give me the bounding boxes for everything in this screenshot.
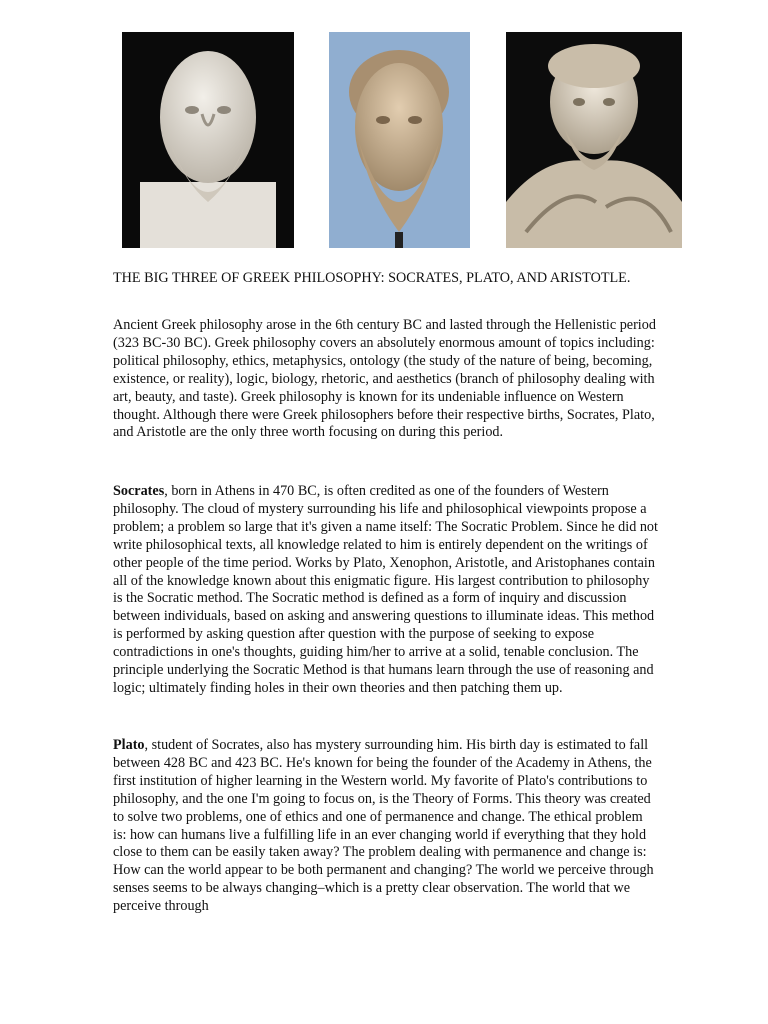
socrates-text: , born in Athens in 470 BC, is often credited as one of the founders of Western philosophy. The cloud of mystery surrounding his life and philosophical viewpoints propose a problem; a problem so large that it's given a name itself: The Socratic Problem. Since he did not write philosophical texts, all knowledge related to him is entirely dependent on the writings of other people of the time period. Works by Plato, Xenophon, Aristotle, and Aristophanes contain all of the knowledge known about this enigmatic figure. His largest contribution to philosophy is the Socratic method. The Socratic method is defined as a form of inquiry and discussion between individuals, based on asking and answering questions to illuminate ideas. This method is performed by asking question after question with the purpose of seeking to expose contradictions in one's thoughts, guiding him/her to arrive at a solid, tenable conclusion. The principle underlying the Socratic Method is that humans learn through the use of reasoning and logic; ultimately finding holes in their own theories and then patching them up. <box>113 483 658 696</box>
intro-paragraph <box>113 317 658 442</box>
document-title: THE BIG THREE OF GREEK PHILOSOPHY: SOCRATES, PLATO, AND ARISTOTLE. <box>113 270 631 286</box>
socrates-paragraph <box>113 483 658 698</box>
plato-text: , student of Socrates, also has mystery surrounding him. His birth day is estimated to fall between 428 BC and 423 BC. He's known for being the founder of the Academy in Athens, the first institution of higher learning in the Western world. My favorite of Plato's contributions to philosophy, and the one I'm going to focus on, is the Theory of Forms. This theory was created to solve two problems, one of ethics and one of permanence and change. The ethical problem is: how can humans live a fulfilling life in an ever changing world if everything that they hold close to them can be easily taken away? The problem dealing with permanence and change is: How can the world appear to be both permanent and changing? The world we perceive through senses seems to be always changing–which is a pretty clear observation. The world that we perceive through <box>113 737 654 915</box>
socrates-bust-image <box>122 32 294 248</box>
aristotle-bust-image <box>506 32 682 248</box>
plato-bust-image <box>329 32 470 248</box>
intro-text: Ancient Greek philosophy arose in the 6th century BC and lasted through the Hellenistic period (323 BC-30 BC). Greek philosophy covers an absolutely enormous amount of topics including: political philosophy, ethics, metaphysics, ontology (the study of the nature of being, becoming, existence, or reality), logic, biology, rhetoric, and aesthetics (branch of philosophy dealing with art, beauty, and taste). Greek philosophy is known for its undeniable influence on Western thought. Although there were Greek philosophers before their respective births, Socrates, Plato, and Aristotle are the only three worth focusing on during this period. <box>113 317 656 441</box>
socrates-name: Socrates <box>113 483 165 499</box>
plato-paragraph <box>113 737 658 916</box>
plato-name: Plato <box>113 737 145 753</box>
